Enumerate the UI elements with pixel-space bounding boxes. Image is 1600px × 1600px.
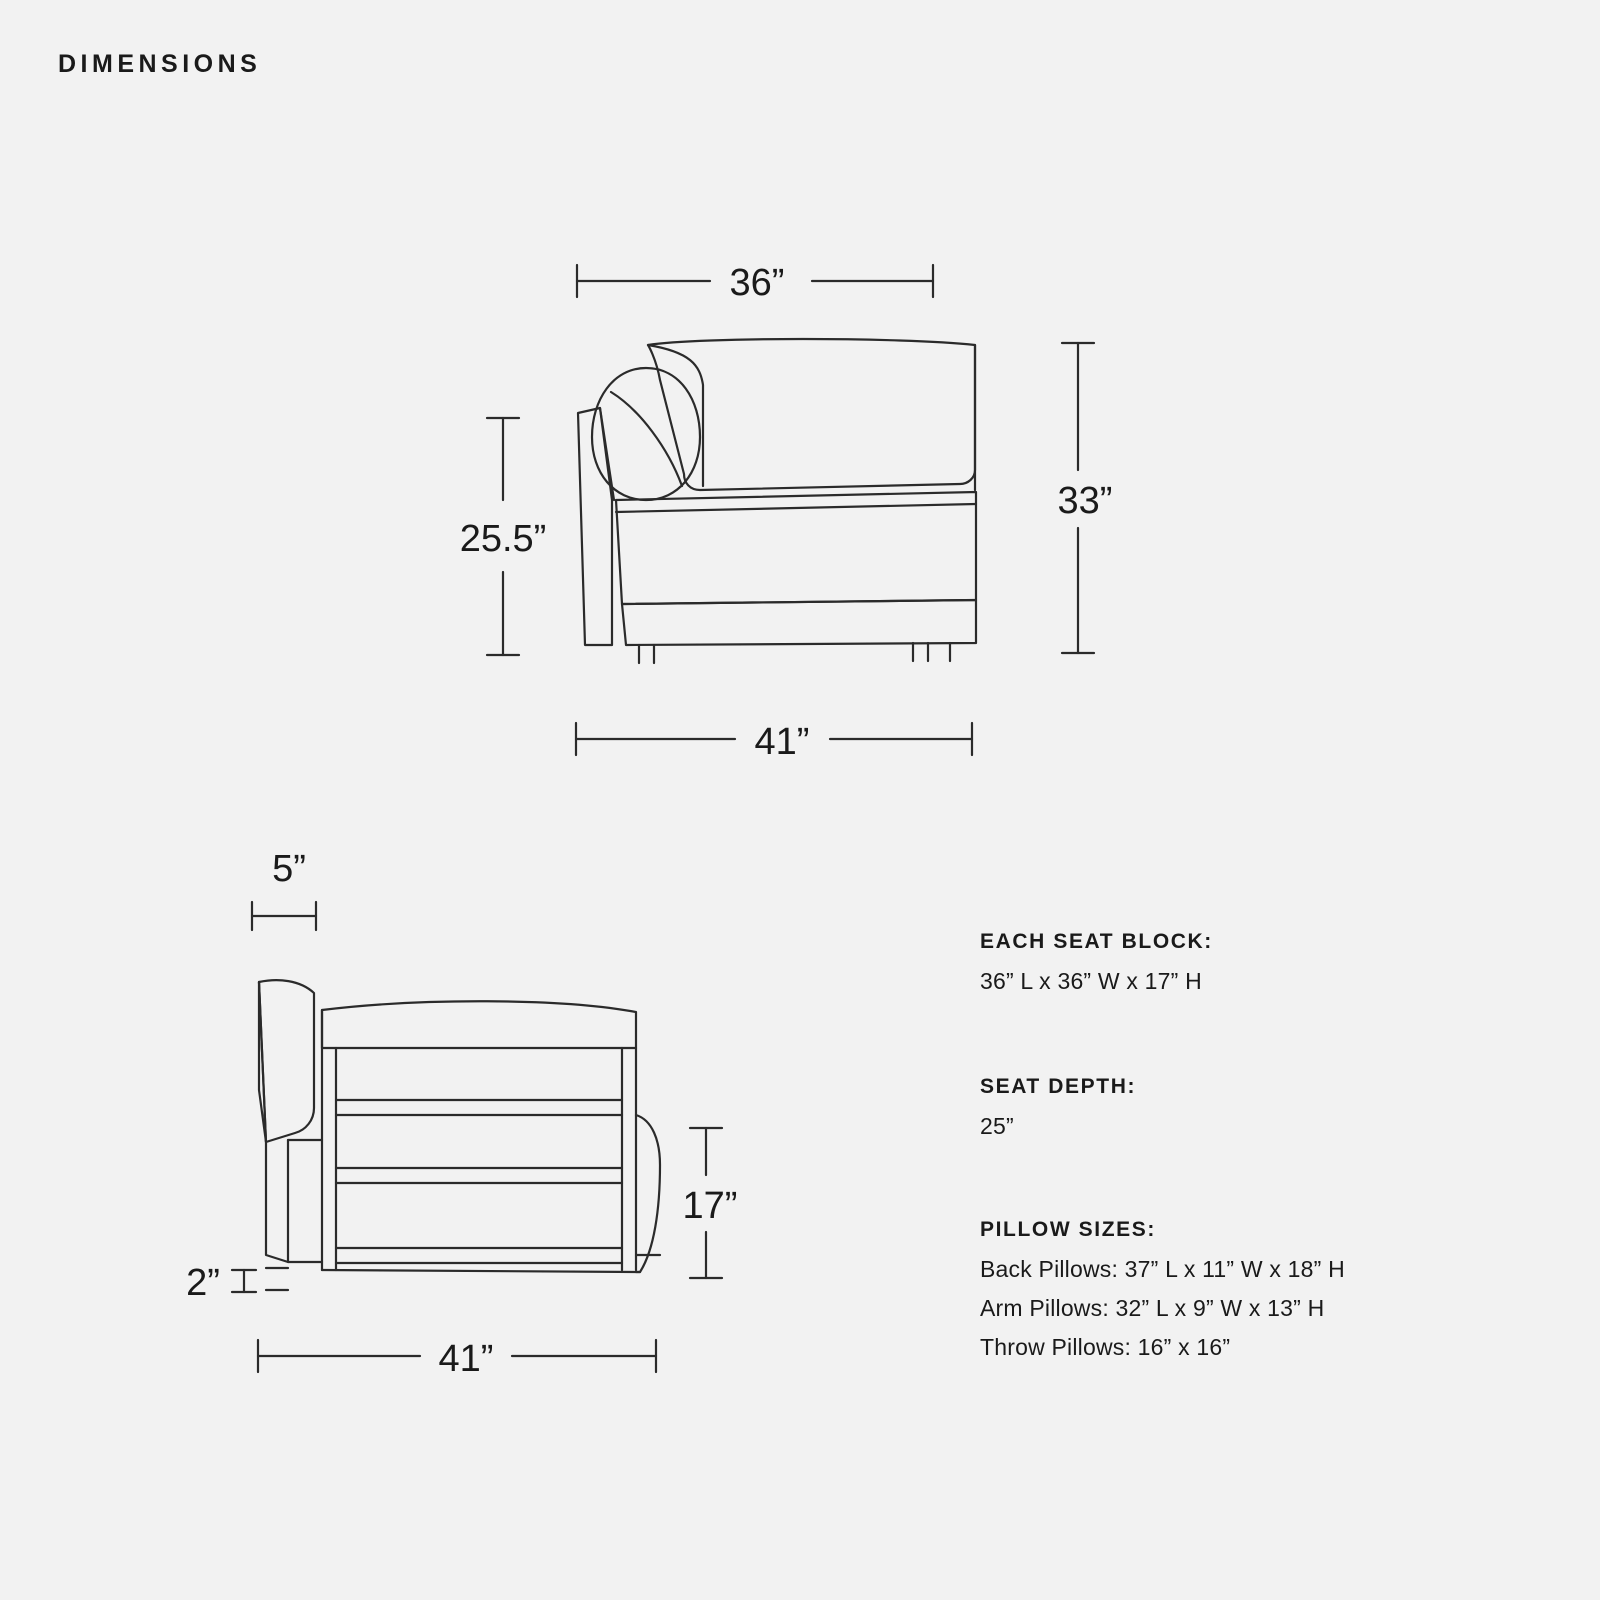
spec-seat-depth-value: 25”: [980, 1113, 1014, 1139]
spec-pillow-heading: PILLOW SIZES:: [980, 1218, 1156, 1241]
dim-side-top-offset: [252, 902, 316, 930]
spec-seat-block-heading: EACH SEAT BLOCK:: [980, 930, 1213, 953]
spec-seat-depth-heading: SEAT DEPTH:: [980, 1075, 1137, 1098]
label-side-top-offset: 5”: [272, 848, 306, 890]
front-view-drawing: [578, 339, 976, 663]
dim-side-base-gap: [232, 1270, 256, 1292]
spec-pillow-sizes: [980, 1218, 1345, 1373]
side-view-drawing: [259, 980, 660, 1290]
spec-seat-depth: [980, 1075, 1136, 1152]
spec-seat-block-value: 36” L x 36” W x 17” H: [980, 968, 1202, 994]
label-side-seat-height: 17”: [682, 1185, 738, 1227]
label-front-width-top: 36”: [729, 262, 785, 304]
page-title: DIMENSIONS: [58, 50, 262, 78]
spec-pillow-throw: Throw Pillows: 16” x 16”: [980, 1334, 1231, 1360]
label-side-base-gap: 2”: [186, 1262, 220, 1304]
label-front-back-height: 25.5”: [459, 518, 547, 560]
spec-pillow-arm: Arm Pillows: 32” L x 9” W x 13” H: [980, 1295, 1325, 1321]
label-front-width-bottom: 41”: [754, 721, 810, 763]
label-side-depth: 41”: [438, 1338, 494, 1380]
spec-seat-block: [980, 930, 1213, 1007]
spec-pillow-back: Back Pillows: 37” L x 11” W x 18” H: [980, 1256, 1345, 1282]
label-front-total-height: 33”: [1057, 480, 1113, 522]
